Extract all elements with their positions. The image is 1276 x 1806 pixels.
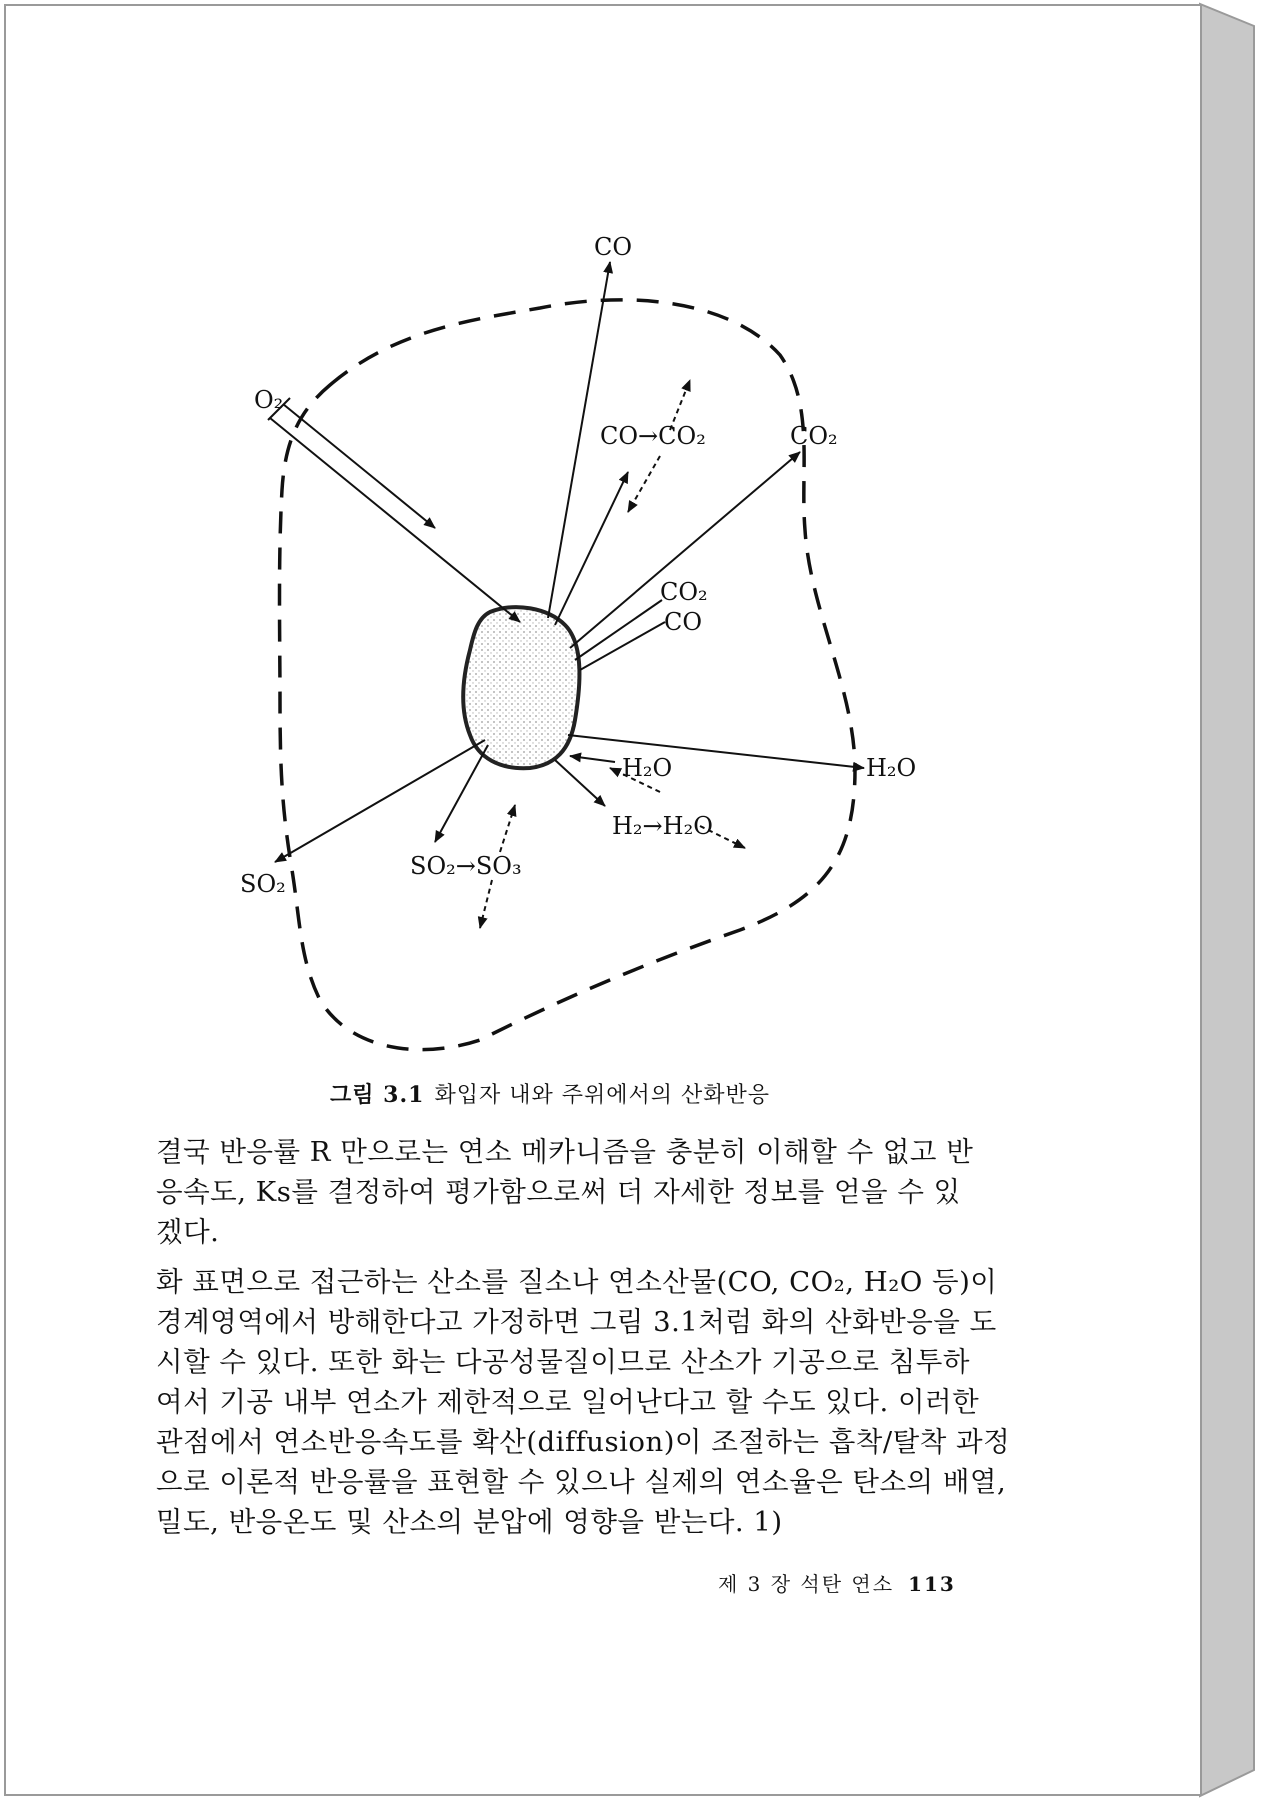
label-h2o-right: H₂O — [866, 754, 917, 782]
label-co2-near: CO₂ — [660, 578, 708, 606]
text-line: 여서 기공 내부 연소가 제한적으로 일어난다고 할 수도 있다. 이러한 — [156, 1386, 980, 1418]
figure-caption-text: 화입자 내와 주위에서의 산화반응 — [434, 1083, 770, 1108]
text-line: 응속도, Ks를 결정하여 평가함으로써 더 자세한 정보를 얻을 수 있 — [156, 1176, 961, 1208]
label-co2-right: CO₂ — [790, 422, 838, 450]
label-o2: O₂ — [254, 386, 284, 414]
label-h2-to-h2o: H₂→H₂O — [612, 812, 713, 840]
chapter-title: 제 3 장 석탄 연소 — [718, 1572, 895, 1596]
figure-caption — [330, 1078, 770, 1109]
text-line: 결국 반응률 R 만으로는 연소 메카니즘을 충분히 이해할 수 없고 반 — [156, 1136, 974, 1168]
text-line: 밀도, 반응온도 및 산소의 분압에 영향을 받는다. 1) — [156, 1506, 783, 1538]
char-particle — [463, 607, 579, 768]
text-line: 으로 이론적 반응률을 표현할 수 있으나 실제의 연소율은 탄소의 배열, — [156, 1466, 1007, 1498]
label-co-near: CO — [664, 608, 703, 636]
page-footer — [718, 1568, 956, 1597]
text-line: 시할 수 있다. 또한 화는 다공성물질이므로 산소가 기공으로 침투하 — [156, 1346, 970, 1378]
label-co-to-co2: CO→CO₂ — [600, 422, 706, 450]
figure-number: 그림 3.1 — [330, 1082, 425, 1108]
label-h2o-near: H₂O — [622, 754, 673, 782]
label-so2-left: SO₂ — [240, 870, 286, 898]
page-number: 113 — [908, 1572, 956, 1596]
paragraph-2 — [156, 1262, 1016, 1542]
text-line: 관점에서 연소반응속도를 확산(diffusion)이 조절하는 흡착/탈착 과정 — [156, 1426, 1011, 1458]
text-line: 화 표면으로 접근하는 산소를 질소나 연소산물(CO, CO₂, H₂O 등)이 — [156, 1266, 998, 1298]
label-co-top: CO — [594, 233, 633, 261]
text-line: 겠다. — [156, 1216, 220, 1248]
o2-incoming-arrows — [268, 398, 520, 622]
text-line: 경계영역에서 방해한다고 가정하면 그림 3.1처럼 화의 산화반응을 도 — [156, 1306, 997, 1338]
label-so2-to-so3: SO₂→SO₃ — [410, 852, 522, 880]
paragraph-1 — [156, 1132, 1016, 1252]
